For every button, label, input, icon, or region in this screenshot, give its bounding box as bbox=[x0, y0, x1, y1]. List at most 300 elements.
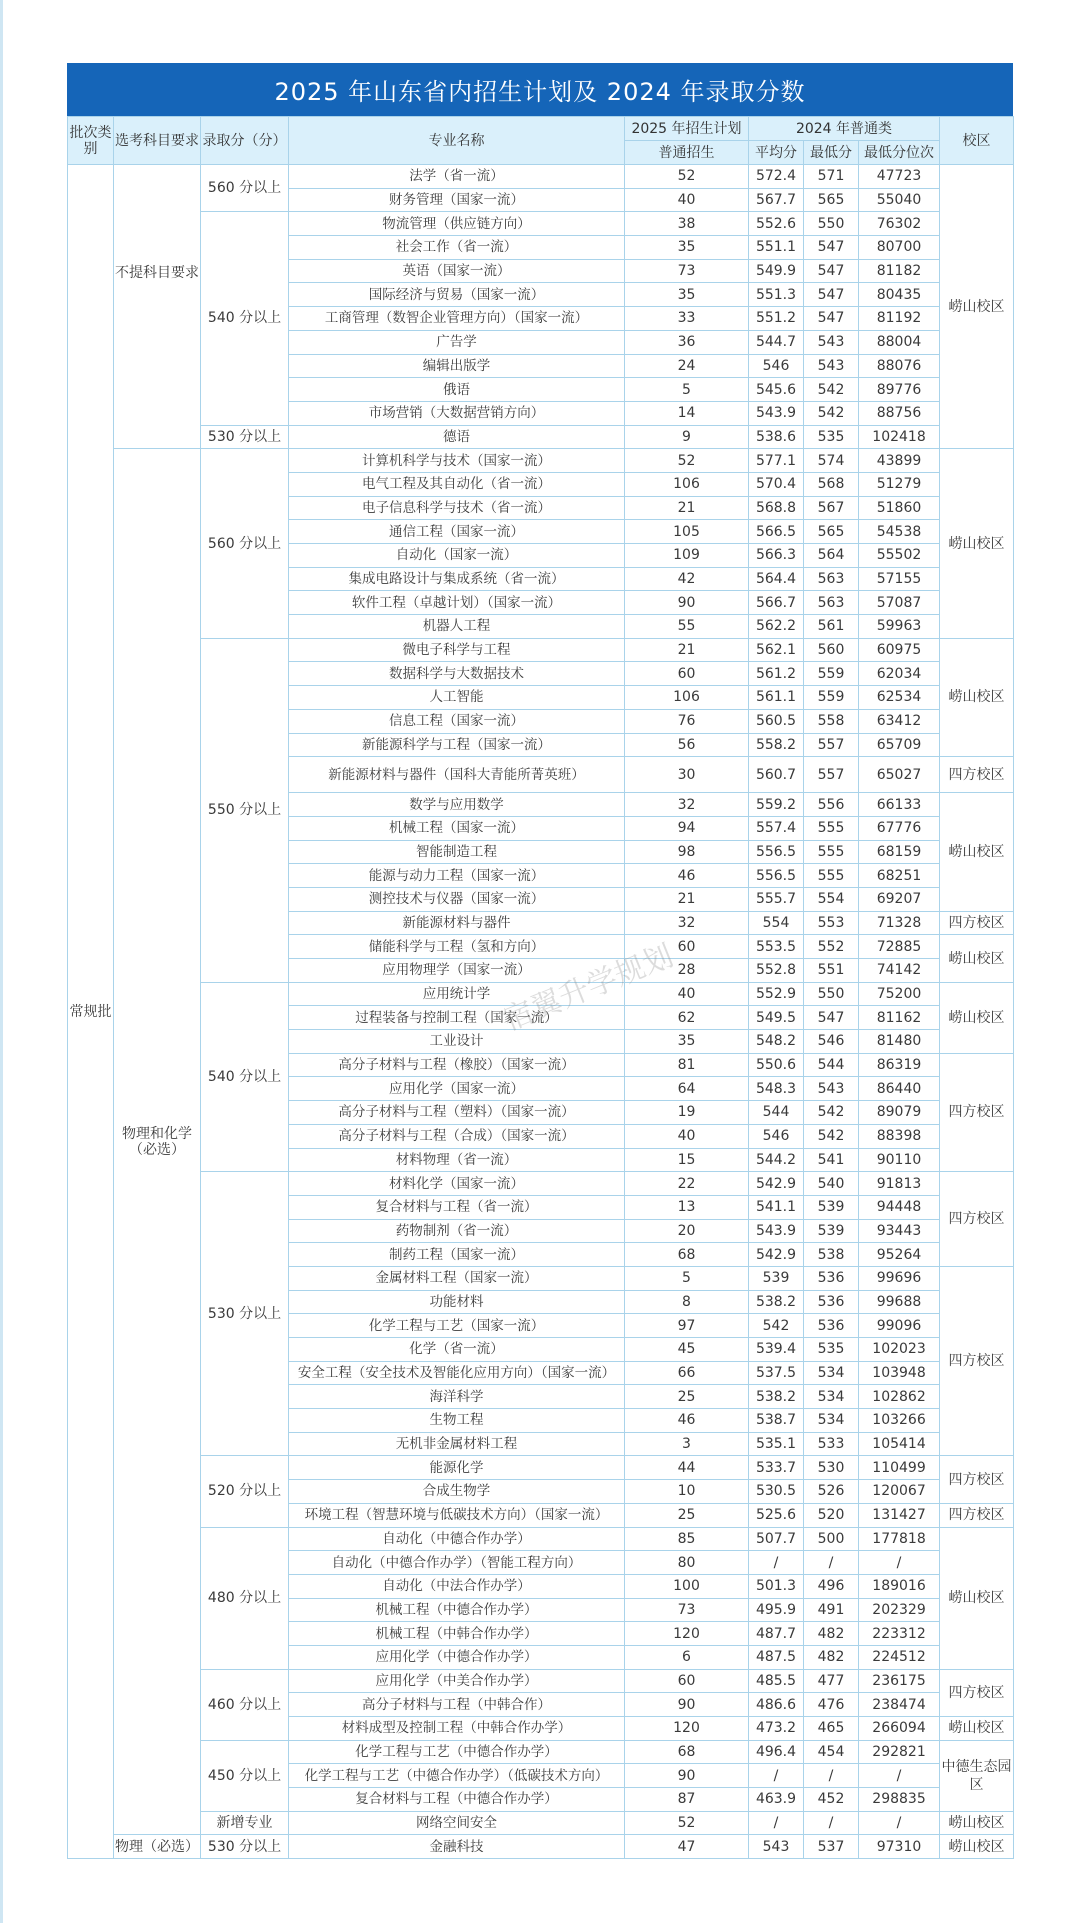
cell-major: 机械工程（国家一流） bbox=[289, 816, 625, 840]
cell-min: 491 bbox=[804, 1598, 859, 1622]
cell-avg: 553.5 bbox=[749, 935, 804, 959]
cell-plan: 68 bbox=[625, 1740, 749, 1764]
cell-score: 530 分以上 bbox=[201, 1835, 289, 1859]
cell-min: 558 bbox=[804, 709, 859, 733]
cell-rank: 60975 bbox=[859, 638, 940, 662]
cell-rank: 55040 bbox=[859, 188, 940, 212]
table-row bbox=[68, 449, 1014, 473]
cell-avg: 556.5 bbox=[749, 864, 804, 888]
cell-major: 金融科技 bbox=[289, 1835, 625, 1859]
cell-major: 工商管理（数智企业管理方向）（国家一流） bbox=[289, 307, 625, 331]
cell-plan: 25 bbox=[625, 1385, 749, 1409]
cell-subject: 物理（必选） bbox=[114, 1835, 201, 1859]
cell-min: 544 bbox=[804, 1053, 859, 1077]
cell-campus: 崂山校区 bbox=[940, 793, 1014, 911]
table-row bbox=[68, 1527, 1014, 1551]
cell-rank: 99096 bbox=[859, 1314, 940, 1338]
cell-min: 547 bbox=[804, 307, 859, 331]
table-title: 2025 年山东省内招生计划及 2024 年录取分数 bbox=[67, 63, 1013, 116]
cell-min: 546 bbox=[804, 1030, 859, 1054]
cell-avg: 543.9 bbox=[749, 1219, 804, 1243]
cell-major: 机械工程（中韩合作办学） bbox=[289, 1622, 625, 1646]
cell-min: 534 bbox=[804, 1409, 859, 1433]
cell-major: 国际经济与贸易（国家一流） bbox=[289, 283, 625, 307]
cell-plan: 44 bbox=[625, 1456, 749, 1480]
cell-min: 563 bbox=[804, 567, 859, 591]
cell-plan: 106 bbox=[625, 472, 749, 496]
cell-major: 无机非金属材料工程 bbox=[289, 1432, 625, 1456]
cell-min: 542 bbox=[804, 1124, 859, 1148]
cell-plan: 55 bbox=[625, 615, 749, 639]
cell-min: 543 bbox=[804, 354, 859, 378]
cell-min: 542 bbox=[804, 378, 859, 402]
cell-min: 551 bbox=[804, 959, 859, 983]
cell-major: 机械工程（中德合作办学） bbox=[289, 1598, 625, 1622]
cell-major: 海洋科学 bbox=[289, 1385, 625, 1409]
cell-plan: 90 bbox=[625, 1764, 749, 1788]
cell-score: 530 分以上 bbox=[201, 425, 289, 449]
cell-rank: 103266 bbox=[859, 1409, 940, 1433]
cell-subject: 物理和化学（必选） bbox=[114, 449, 201, 1835]
cell-avg: 545.6 bbox=[749, 378, 804, 402]
cell-rank: 102418 bbox=[859, 425, 940, 449]
cell-min: 547 bbox=[804, 236, 859, 260]
cell-plan: 60 bbox=[625, 662, 749, 686]
cell-plan: 45 bbox=[625, 1338, 749, 1362]
cell-avg: / bbox=[749, 1551, 804, 1575]
cell-campus: 崂山校区 bbox=[940, 638, 1014, 756]
cell-major: 新能源科学与工程（国家一流） bbox=[289, 733, 625, 757]
cell-rank: 47723 bbox=[859, 165, 940, 189]
table-row bbox=[68, 1740, 1014, 1764]
cell-rank: 102023 bbox=[859, 1338, 940, 1362]
cell-rank: 223312 bbox=[859, 1622, 940, 1646]
cell-avg: 549.9 bbox=[749, 259, 804, 283]
cell-major: 网络空间安全 bbox=[289, 1811, 625, 1835]
cell-min: 476 bbox=[804, 1693, 859, 1717]
cell-major: 数学与应用数学 bbox=[289, 793, 625, 817]
cell-min: 537 bbox=[804, 1835, 859, 1859]
cell-avg: 525.6 bbox=[749, 1503, 804, 1527]
cell-avg: 538.6 bbox=[749, 425, 804, 449]
cell-avg: 542 bbox=[749, 1314, 804, 1338]
cell-campus: 崂山校区 bbox=[940, 165, 1014, 449]
cell-plan: 40 bbox=[625, 188, 749, 212]
cell-major: 人工智能 bbox=[289, 686, 625, 710]
cell-major: 过程装备与控制工程（国家一流） bbox=[289, 1006, 625, 1030]
cell-min: 536 bbox=[804, 1266, 859, 1290]
cell-avg: 507.7 bbox=[749, 1527, 804, 1551]
cell-plan: 40 bbox=[625, 1124, 749, 1148]
cell-avg: 544.2 bbox=[749, 1148, 804, 1172]
cell-min: 530 bbox=[804, 1456, 859, 1480]
cell-avg: 541.1 bbox=[749, 1195, 804, 1219]
cell-rank: / bbox=[859, 1551, 940, 1575]
cell-min: / bbox=[804, 1811, 859, 1835]
cell-min: 567 bbox=[804, 496, 859, 520]
cell-min: 533 bbox=[804, 1432, 859, 1456]
admission-table bbox=[67, 116, 1014, 1859]
cell-min: 557 bbox=[804, 733, 859, 757]
cell-rank: 99696 bbox=[859, 1266, 940, 1290]
cell-rank: 89079 bbox=[859, 1101, 940, 1125]
cell-major: 测控技术与仪器（国家一流） bbox=[289, 887, 625, 911]
cell-major: 信息工程（国家一流） bbox=[289, 709, 625, 733]
cell-campus: 崂山校区 bbox=[940, 935, 1014, 982]
cell-plan: 20 bbox=[625, 1219, 749, 1243]
cell-campus: 崂山校区 bbox=[940, 1717, 1014, 1741]
table-row bbox=[68, 638, 1014, 662]
cell-major: 高分子材料与工程（中韩合作） bbox=[289, 1693, 625, 1717]
cell-plan: 60 bbox=[625, 935, 749, 959]
cell-rank: 63412 bbox=[859, 709, 940, 733]
cell-major: 生物工程 bbox=[289, 1409, 625, 1433]
cell-avg: 538.2 bbox=[749, 1290, 804, 1314]
cell-min: 534 bbox=[804, 1361, 859, 1385]
cell-campus: 四方校区 bbox=[940, 1456, 1014, 1503]
cell-plan: 52 bbox=[625, 165, 749, 189]
cell-plan: 90 bbox=[625, 591, 749, 615]
cell-min: 496 bbox=[804, 1574, 859, 1598]
cell-major: 电气工程及其自动化（省一流） bbox=[289, 472, 625, 496]
cell-plan: 105 bbox=[625, 520, 749, 544]
header-campus: 校区 bbox=[940, 117, 1014, 165]
cell-campus: 四方校区 bbox=[940, 1503, 1014, 1527]
cell-score: 480 分以上 bbox=[201, 1527, 289, 1669]
table-body bbox=[68, 165, 1014, 1859]
cell-rank: 89776 bbox=[859, 378, 940, 402]
cell-major: 集成电路设计与集成系统（省一流） bbox=[289, 567, 625, 591]
cell-min: 540 bbox=[804, 1172, 859, 1196]
cell-avg: 562.1 bbox=[749, 638, 804, 662]
cell-rank: 59963 bbox=[859, 615, 940, 639]
cell-rank: 51279 bbox=[859, 472, 940, 496]
cell-plan: 28 bbox=[625, 959, 749, 983]
header-avg: 平均分 bbox=[749, 141, 804, 165]
cell-avg: 551.1 bbox=[749, 236, 804, 260]
cell-rank: 57155 bbox=[859, 567, 940, 591]
cell-major: 功能材料 bbox=[289, 1290, 625, 1314]
cell-campus: 中德生态园区 bbox=[940, 1740, 1014, 1811]
cell-avg: 546 bbox=[749, 1124, 804, 1148]
cell-plan: 8 bbox=[625, 1290, 749, 1314]
cell-plan: 120 bbox=[625, 1717, 749, 1741]
cell-rank: 80700 bbox=[859, 236, 940, 260]
table-row bbox=[68, 1456, 1014, 1480]
cell-subject: 不提科目要求 bbox=[114, 165, 201, 449]
cell-major: 应用统计学 bbox=[289, 982, 625, 1006]
table-row bbox=[68, 982, 1014, 1006]
cell-plan: 56 bbox=[625, 733, 749, 757]
cell-avg: 463.9 bbox=[749, 1788, 804, 1812]
cell-score: 530 分以上 bbox=[201, 1172, 289, 1456]
cell-major: 药物制剂（省一流） bbox=[289, 1219, 625, 1243]
cell-plan: 60 bbox=[625, 1669, 749, 1693]
cell-rank: 103948 bbox=[859, 1361, 940, 1385]
cell-rank: 66133 bbox=[859, 793, 940, 817]
cell-rank: 202329 bbox=[859, 1598, 940, 1622]
cell-min: 454 bbox=[804, 1740, 859, 1764]
cell-avg: 550.6 bbox=[749, 1053, 804, 1077]
cell-major: 应用化学（中美合作办学） bbox=[289, 1669, 625, 1693]
header-min: 最低分 bbox=[804, 141, 859, 165]
cell-plan: 109 bbox=[625, 544, 749, 568]
cell-min: 482 bbox=[804, 1622, 859, 1646]
cell-plan: 100 bbox=[625, 1574, 749, 1598]
cell-plan: 35 bbox=[625, 1030, 749, 1054]
cell-plan: 9 bbox=[625, 425, 749, 449]
cell-avg: 552.8 bbox=[749, 959, 804, 983]
cell-avg: 539.4 bbox=[749, 1338, 804, 1362]
header-score: 录取分（分） bbox=[201, 117, 289, 165]
cell-plan: 47 bbox=[625, 1835, 749, 1859]
cell-avg: 559.2 bbox=[749, 793, 804, 817]
cell-plan: 40 bbox=[625, 982, 749, 1006]
cell-avg: / bbox=[749, 1764, 804, 1788]
cell-avg: 557.4 bbox=[749, 816, 804, 840]
cell-avg: 530.5 bbox=[749, 1480, 804, 1504]
cell-major: 能源与动力工程（国家一流） bbox=[289, 864, 625, 888]
cell-min: 563 bbox=[804, 591, 859, 615]
cell-avg: 577.1 bbox=[749, 449, 804, 473]
cell-avg: / bbox=[749, 1811, 804, 1835]
cell-rank: 76302 bbox=[859, 212, 940, 236]
cell-avg: 543 bbox=[749, 1835, 804, 1859]
cell-major: 合成生物学 bbox=[289, 1480, 625, 1504]
cell-major: 自动化（国家一流） bbox=[289, 544, 625, 568]
cell-plan: 3 bbox=[625, 1432, 749, 1456]
cell-plan: 13 bbox=[625, 1195, 749, 1219]
cell-min: 555 bbox=[804, 864, 859, 888]
cell-avg: 555.7 bbox=[749, 887, 804, 911]
cell-campus: 四方校区 bbox=[940, 911, 1014, 935]
cell-campus: 崂山校区 bbox=[940, 1811, 1014, 1835]
cell-min: 542 bbox=[804, 401, 859, 425]
cell-min: 557 bbox=[804, 757, 859, 793]
cell-plan: 30 bbox=[625, 757, 749, 793]
cell-min: 452 bbox=[804, 1788, 859, 1812]
cell-major: 复合材料与工程（中德合作办学） bbox=[289, 1788, 625, 1812]
cell-plan: 68 bbox=[625, 1243, 749, 1267]
cell-rank: 86319 bbox=[859, 1053, 940, 1077]
cell-min: / bbox=[804, 1764, 859, 1788]
cell-plan: 66 bbox=[625, 1361, 749, 1385]
cell-avg: 558.2 bbox=[749, 733, 804, 757]
cell-avg: 552.6 bbox=[749, 212, 804, 236]
cell-min: 536 bbox=[804, 1314, 859, 1338]
cell-avg: 566.3 bbox=[749, 544, 804, 568]
cell-plan: 76 bbox=[625, 709, 749, 733]
cell-avg: 551.3 bbox=[749, 283, 804, 307]
cell-rank: 292821 bbox=[859, 1740, 940, 1764]
cell-plan: 98 bbox=[625, 840, 749, 864]
cell-avg: 542.9 bbox=[749, 1243, 804, 1267]
cell-rank: 75200 bbox=[859, 982, 940, 1006]
cell-plan: 24 bbox=[625, 354, 749, 378]
cell-min: 536 bbox=[804, 1290, 859, 1314]
header-subject: 选考科目要求 bbox=[114, 117, 201, 165]
cell-campus: 四方校区 bbox=[940, 757, 1014, 793]
cell-min: 571 bbox=[804, 165, 859, 189]
cell-rank: 81480 bbox=[859, 1030, 940, 1054]
cell-avg: 564.4 bbox=[749, 567, 804, 591]
cell-plan: 42 bbox=[625, 567, 749, 591]
cell-avg: 560.7 bbox=[749, 757, 804, 793]
cell-rank: 88076 bbox=[859, 354, 940, 378]
cell-min: 542 bbox=[804, 1101, 859, 1125]
cell-plan: 19 bbox=[625, 1101, 749, 1125]
cell-score: 560 分以上 bbox=[201, 165, 289, 212]
cell-rank: 97310 bbox=[859, 1835, 940, 1859]
cell-min: 541 bbox=[804, 1148, 859, 1172]
cell-major: 应用化学（中德合作办学） bbox=[289, 1645, 625, 1669]
cell-avg: 542.9 bbox=[749, 1172, 804, 1196]
cell-min: 565 bbox=[804, 520, 859, 544]
cell-rank: 105414 bbox=[859, 1432, 940, 1456]
cell-rank: 102862 bbox=[859, 1385, 940, 1409]
cell-min: 477 bbox=[804, 1669, 859, 1693]
cell-major: 工业设计 bbox=[289, 1030, 625, 1054]
cell-min: 574 bbox=[804, 449, 859, 473]
cell-min: 500 bbox=[804, 1527, 859, 1551]
cell-rank: 94448 bbox=[859, 1195, 940, 1219]
cell-plan: 21 bbox=[625, 638, 749, 662]
cell-plan: 5 bbox=[625, 378, 749, 402]
cell-plan: 52 bbox=[625, 1811, 749, 1835]
cell-min: 560 bbox=[804, 638, 859, 662]
cell-min: 547 bbox=[804, 1006, 859, 1030]
cell-avg: 537.5 bbox=[749, 1361, 804, 1385]
cell-min: 535 bbox=[804, 1338, 859, 1362]
cell-min: 535 bbox=[804, 425, 859, 449]
cell-rank: 189016 bbox=[859, 1574, 940, 1598]
cell-plan: 80 bbox=[625, 1551, 749, 1575]
cell-avg: 566.7 bbox=[749, 591, 804, 615]
cell-plan: 22 bbox=[625, 1172, 749, 1196]
cell-avg: 487.7 bbox=[749, 1622, 804, 1646]
cell-plan: 35 bbox=[625, 236, 749, 260]
cell-major: 制药工程（国家一流） bbox=[289, 1243, 625, 1267]
cell-avg: 572.4 bbox=[749, 165, 804, 189]
cell-rank: 81162 bbox=[859, 1006, 940, 1030]
cell-campus: 四方校区 bbox=[940, 1172, 1014, 1267]
cell-rank: 93443 bbox=[859, 1219, 940, 1243]
cell-min: 555 bbox=[804, 816, 859, 840]
cell-rank: 55502 bbox=[859, 544, 940, 568]
cell-major: 俄语 bbox=[289, 378, 625, 402]
cell-rank: 238474 bbox=[859, 1693, 940, 1717]
cell-rank: 65709 bbox=[859, 733, 940, 757]
cell-campus: 四方校区 bbox=[940, 1053, 1014, 1171]
cell-rank: 120067 bbox=[859, 1480, 940, 1504]
cell-avg: 487.5 bbox=[749, 1645, 804, 1669]
cell-avg: 561.2 bbox=[749, 662, 804, 686]
cell-campus: 四方校区 bbox=[940, 1266, 1014, 1456]
cell-campus: 四方校区 bbox=[940, 1669, 1014, 1716]
cell-score: 450 分以上 bbox=[201, 1740, 289, 1811]
cell-avg: 485.5 bbox=[749, 1669, 804, 1693]
cell-avg: 535.1 bbox=[749, 1432, 804, 1456]
table-row bbox=[68, 1835, 1014, 1859]
cell-rank: 62034 bbox=[859, 662, 940, 686]
cell-avg: 548.2 bbox=[749, 1030, 804, 1054]
cell-avg: 544.7 bbox=[749, 330, 804, 354]
cell-rank: 43899 bbox=[859, 449, 940, 473]
cell-rank: 86440 bbox=[859, 1077, 940, 1101]
cell-min: 538 bbox=[804, 1243, 859, 1267]
cell-major: 软件工程（卓越计划）（国家一流） bbox=[289, 591, 625, 615]
cell-plan: 106 bbox=[625, 686, 749, 710]
cell-major: 广告学 bbox=[289, 330, 625, 354]
table-row bbox=[68, 425, 1014, 449]
cell-plan: 46 bbox=[625, 864, 749, 888]
cell-min: 553 bbox=[804, 911, 859, 935]
cell-min: 552 bbox=[804, 935, 859, 959]
cell-plan: 38 bbox=[625, 212, 749, 236]
cell-major: 计算机科学与技术（国家一流） bbox=[289, 449, 625, 473]
cell-major: 法学（省一流） bbox=[289, 165, 625, 189]
cell-avg: 562.2 bbox=[749, 615, 804, 639]
cell-rank: 62534 bbox=[859, 686, 940, 710]
cell-min: 543 bbox=[804, 1077, 859, 1101]
cell-score: 560 分以上 bbox=[201, 449, 289, 639]
header-rank: 最低分位次 bbox=[859, 141, 940, 165]
cell-rank: 65027 bbox=[859, 757, 940, 793]
cell-campus: 崂山校区 bbox=[940, 982, 1014, 1053]
cell-major: 化学工程与工艺（国家一流） bbox=[289, 1314, 625, 1338]
table-row bbox=[68, 165, 1014, 189]
cell-major: 智能制造工程 bbox=[289, 840, 625, 864]
cell-plan: 33 bbox=[625, 307, 749, 331]
header-plan-normal: 普通招生 bbox=[625, 141, 749, 165]
cell-rank: 110499 bbox=[859, 1456, 940, 1480]
cell-avg: 546 bbox=[749, 354, 804, 378]
cell-rank: 74142 bbox=[859, 959, 940, 983]
cell-min: 539 bbox=[804, 1219, 859, 1243]
cell-plan: 36 bbox=[625, 330, 749, 354]
cell-avg: 566.5 bbox=[749, 520, 804, 544]
cell-major: 化学工程与工艺（中德合作办学）（低碳技术方向） bbox=[289, 1764, 625, 1788]
cell-plan: 32 bbox=[625, 793, 749, 817]
cell-avg: 570.4 bbox=[749, 472, 804, 496]
cell-avg: 556.5 bbox=[749, 840, 804, 864]
cell-rank: / bbox=[859, 1764, 940, 1788]
cell-rank: 69207 bbox=[859, 887, 940, 911]
cell-rank: 68251 bbox=[859, 864, 940, 888]
cell-plan: 14 bbox=[625, 401, 749, 425]
cell-major: 社会工作（省一流） bbox=[289, 236, 625, 260]
cell-min: 561 bbox=[804, 615, 859, 639]
table-row bbox=[68, 1669, 1014, 1693]
cell-min: 550 bbox=[804, 212, 859, 236]
cell-plan: 120 bbox=[625, 1622, 749, 1646]
cell-major: 环境工程（智慧环境与低碳技术方向）（国家一流） bbox=[289, 1503, 625, 1527]
cell-min: 534 bbox=[804, 1385, 859, 1409]
cell-plan: 21 bbox=[625, 887, 749, 911]
cell-campus: 崂山校区 bbox=[940, 449, 1014, 639]
cell-rank: 81192 bbox=[859, 307, 940, 331]
header-major: 专业名称 bbox=[289, 117, 625, 165]
cell-avg: 552.9 bbox=[749, 982, 804, 1006]
cell-rank: 71328 bbox=[859, 911, 940, 935]
cell-major: 金属材料工程（国家一流） bbox=[289, 1266, 625, 1290]
cell-plan: 73 bbox=[625, 1598, 749, 1622]
cell-rank: 91813 bbox=[859, 1172, 940, 1196]
cell-plan: 73 bbox=[625, 259, 749, 283]
cell-min: 526 bbox=[804, 1480, 859, 1504]
admission-table-card bbox=[67, 63, 1013, 1869]
cell-major: 英语（国家一流） bbox=[289, 259, 625, 283]
